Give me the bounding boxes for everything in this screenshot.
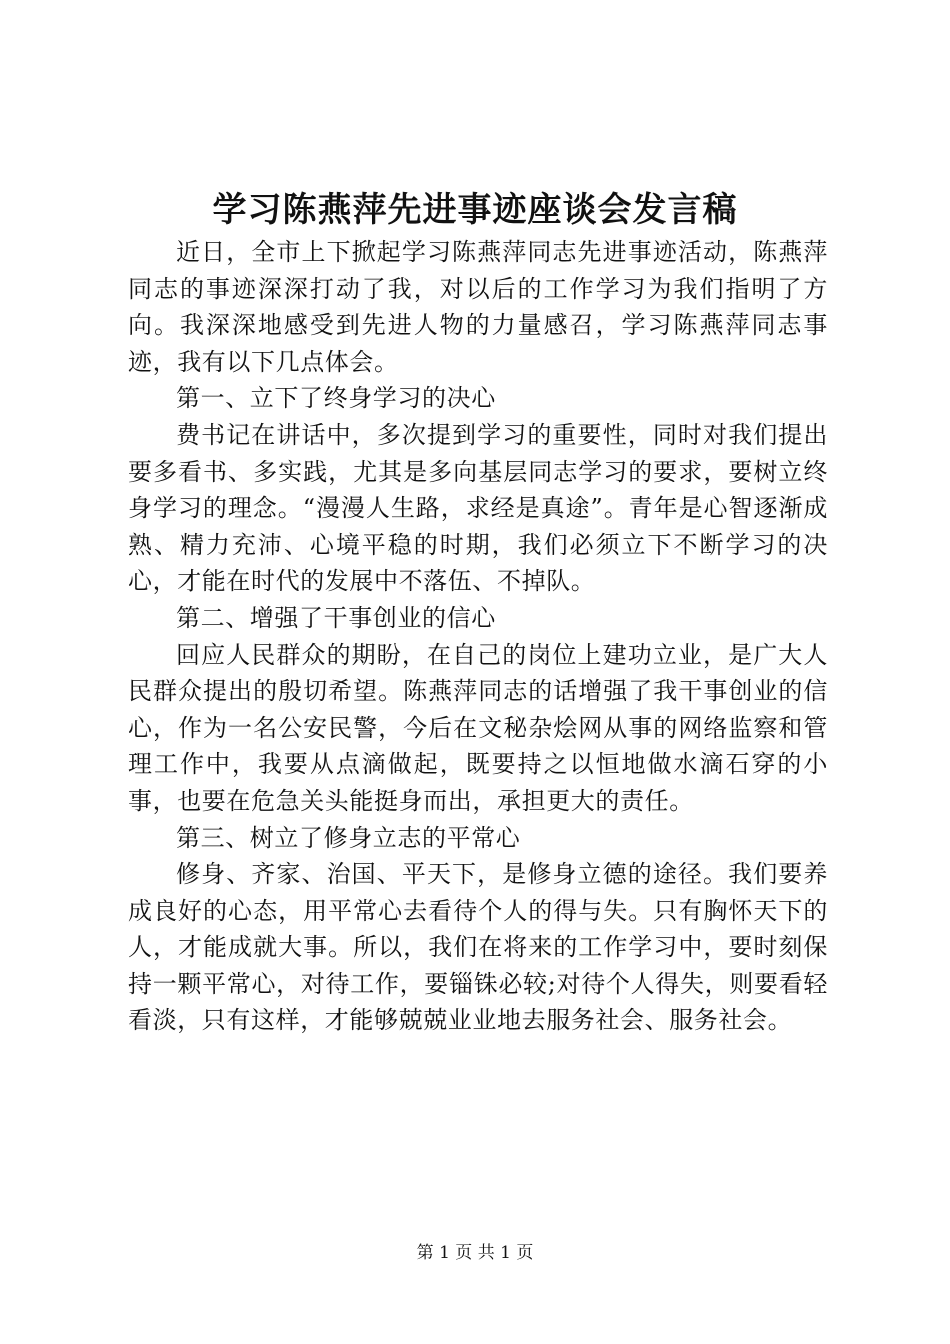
section-heading-1: 第一、立下了终身学习的决心 bbox=[176, 384, 496, 413]
section-paragraph-1: 费书记在讲话中，多次提到学习的重要性，同时对我们提出要多看书、多实践，尤其是多向基层同志学习的要求，要树立终身学习的理念。“漫漫人生路，求经是真途”。青年是心智逐渐成熟、精力充沛、心境平稳的时期，我们必须立下不断学习的决心，才能在时代的发展中不落伍、不掉队。 bbox=[128, 420, 828, 596]
section-heading-3: 第三、树立了修身立志的平常心 bbox=[176, 823, 521, 852]
document-body bbox=[128, 234, 828, 1039]
section-paragraph-3: 修身、齐家、治国、平天下，是修身立德的途径。我们要养成良好的心态，用平常心去看待个人的得与失。只有胸怀天下的人，才能成就大事。所以，我们在将来的工作学习中，要时刻保持一颗平常心，对待工作，要锱铢必较;对待个人得失，则要看轻看淡，只有这样，才能够兢兢业业地去服务社会、服务社会。 bbox=[128, 860, 828, 1035]
intro-paragraph: 近日，全市上下掀起学习陈燕萍同志先进事迹活动，陈燕萍同志的事迹深深打动了我，对以后的工作学习为我们指明了方向。我深深地感受到先进人物的力量感召，学习陈燕萍同志事迹，我有以下几点体会。 bbox=[128, 238, 828, 376]
document-title: 学习陈燕萍先进事迹座谈会发言稿 bbox=[212, 190, 738, 230]
page-number-footer: 第 1 页 共 1 页 bbox=[416, 1243, 534, 1263]
section-paragraph-2: 回应人民群众的期盼，在自己的岗位上建功立业，是广大人民群众提出的殷切希望。陈燕萍同志的话增强了我干事创业的信心，作为一名公安民警，今后在文秘杂烩网从事的网络监察和管理工作中，我要从点滴做起，既要持之以恒地做水滴石穿的小事，也要在危急关头能挺身而出，承担更大的责任。 bbox=[128, 640, 828, 815]
section-heading-2: 第二、增强了干事创业的信心 bbox=[176, 603, 496, 632]
